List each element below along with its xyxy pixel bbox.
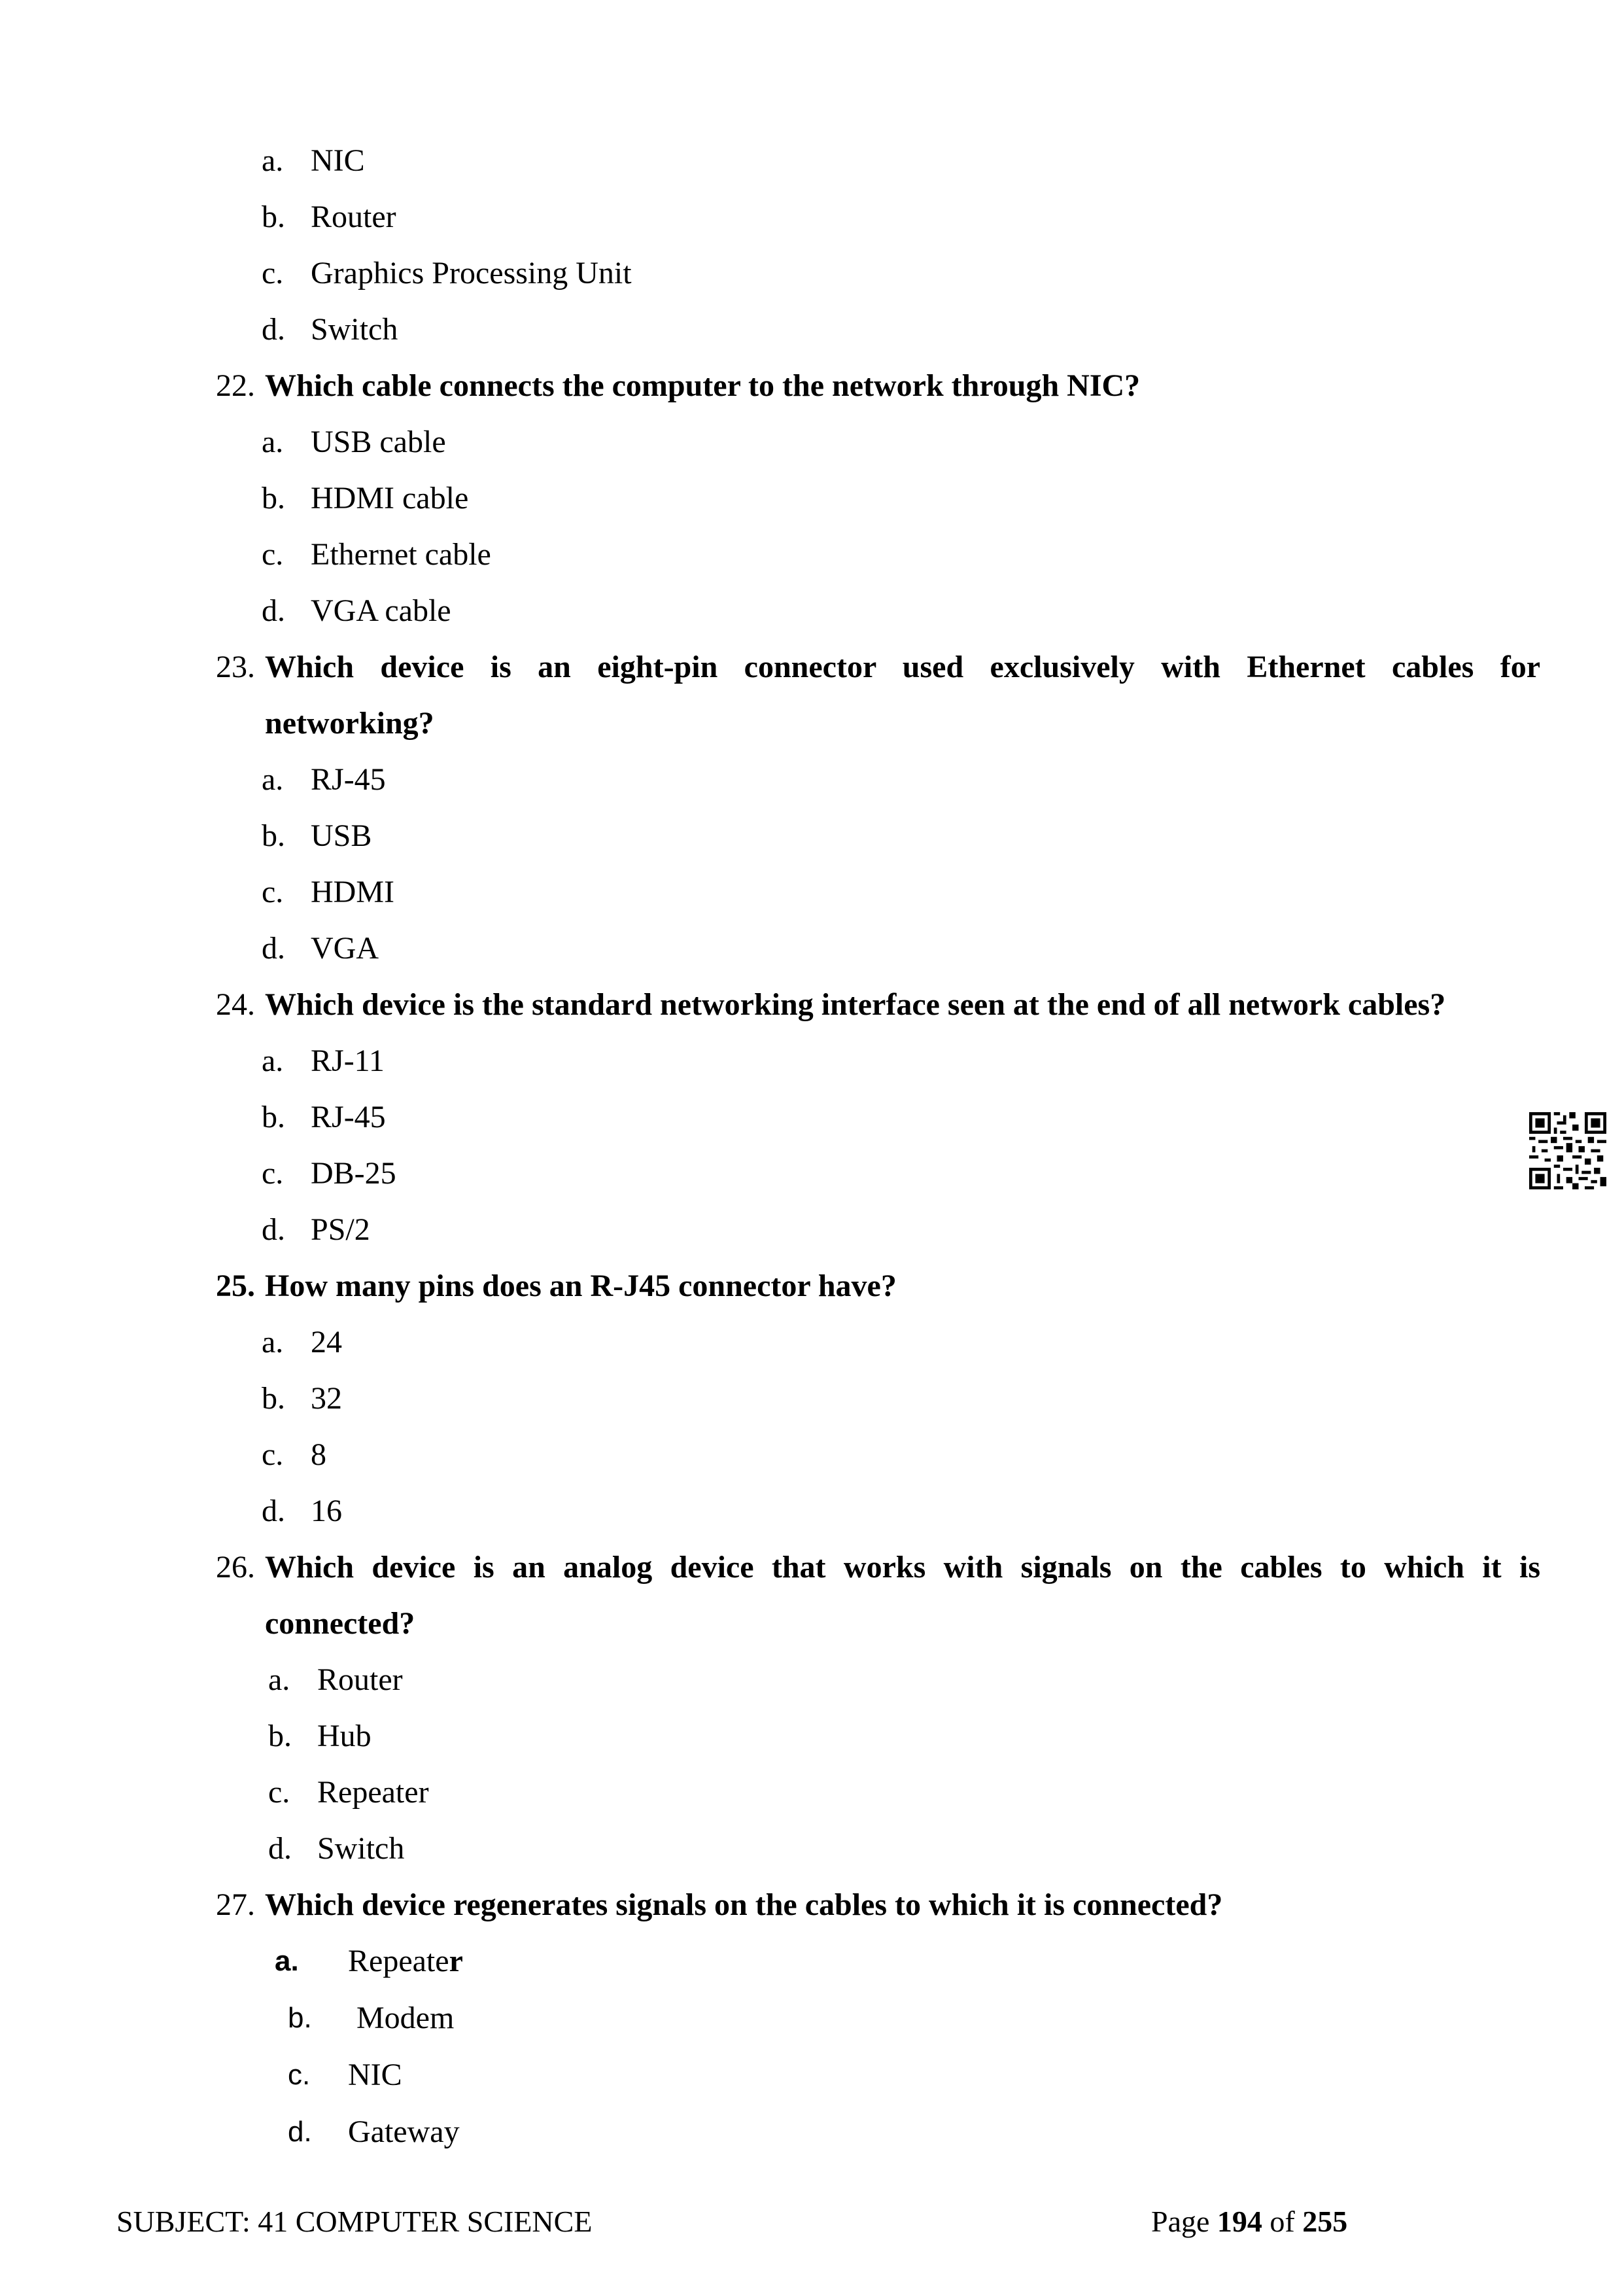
option-text: Switch [317,1831,405,1866]
option-letter: c. [262,1437,284,1472]
option-letter: b. [262,200,285,234]
option-letter: b. [288,2002,312,2034]
option-letter: d. [262,1212,285,1247]
option-letter: b. [268,1719,292,1753]
option-text: 24 [311,1325,342,1359]
question-text-line1: Which device is an eight-pin connector used exclusively with Ethernet cables for [265,650,1540,684]
option-text: RJ-45 [311,1100,386,1134]
option-text: HDMI [311,875,394,909]
option-text: RJ-11 [311,1043,385,1078]
qr-code-icon [1529,1112,1606,1189]
option-letter: c. [268,1775,290,1810]
option-text: Hub [317,1719,371,1753]
option-letter: a. [262,1043,284,1078]
question-text: Which device regenerates signals on the cables to which it is connected? [265,1887,1223,1922]
option-text: USB cable [311,425,446,459]
option-letter: b. [262,481,285,516]
option-text: Repeater [317,1775,429,1810]
option-letter: a. [262,1325,284,1359]
page-prefix: Page [1151,2205,1210,2238]
option-text [348,1942,463,1981]
option-letter: a. [268,1662,290,1697]
option-text: RJ-45 [311,762,386,797]
option-text: NIC [348,2058,402,2092]
option-text: Ethernet cable [311,537,491,572]
option-letter: c. [262,537,284,572]
page-of: of [1270,2205,1295,2238]
option-text-bold-tail: r [449,1944,463,1978]
option-text: Router [317,1662,403,1697]
option-text: Gateway [348,2114,460,2149]
option-text: VGA cable [311,593,451,628]
option-text-main: Repeate [348,1944,449,1978]
option-letter: a. [262,762,284,797]
question-text: How many pins does an R-J45 connector have? [265,1269,897,1303]
question-text: Which cable connects the computer to the network through NIC? [265,368,1141,403]
option-letter: c. [262,256,284,290]
option-text: Switch [311,312,398,347]
option-text: 8 [311,1437,326,1472]
footer-subject: SUBJECT: 41 COMPUTER SCIENCE [116,2205,593,2238]
question-number: 23. [216,650,255,684]
option-text: Router [311,200,396,234]
option-letter: b. [262,818,285,853]
option-text: VGA [311,931,379,966]
option-letter: a. [275,1945,299,1977]
option-text: USB [311,818,372,853]
question-text: Which device is the standard networking interface seen at the end of all network cables? [265,987,1446,1022]
question-number: 27. [216,1887,255,1922]
page-total: 255 [1302,2205,1348,2238]
option-letter: d. [262,312,285,347]
option-text: DB-25 [311,1156,396,1191]
option-letter: c. [288,2059,311,2091]
question-text-line2: networking? [265,706,434,741]
option-text: 16 [311,1494,342,1528]
option-letter: c. [262,875,284,909]
option-text: HDMI cable [311,481,469,516]
question-number: 22. [216,368,255,403]
option-letter: a. [262,425,284,459]
question-number: 24. [216,987,255,1022]
option-letter: d. [288,2116,312,2148]
question-text-line1: Which device is an analog device that works with signals on the cables to which it is [265,1550,1540,1585]
option-text: 32 [311,1381,342,1416]
footer-page-number [1151,2202,1347,2241]
option-letter: b. [262,1381,285,1416]
option-text: Modem [356,2001,455,2035]
option-text: Graphics Processing Unit [311,256,632,290]
option-letter: d. [262,593,285,628]
option-letter: a. [262,143,284,178]
option-text: PS/2 [311,1212,370,1247]
option-letter: d. [262,1494,285,1528]
question-text-line2: connected? [265,1606,415,1641]
option-letter: c. [262,1156,284,1191]
question-number: 25. [216,1269,255,1303]
option-letter: b. [262,1100,285,1134]
question-number: 26. [216,1550,255,1585]
option-text: NIC [311,143,365,178]
option-letter: d. [262,931,285,966]
page-current: 194 [1217,2205,1262,2238]
option-letter: d. [268,1831,292,1866]
